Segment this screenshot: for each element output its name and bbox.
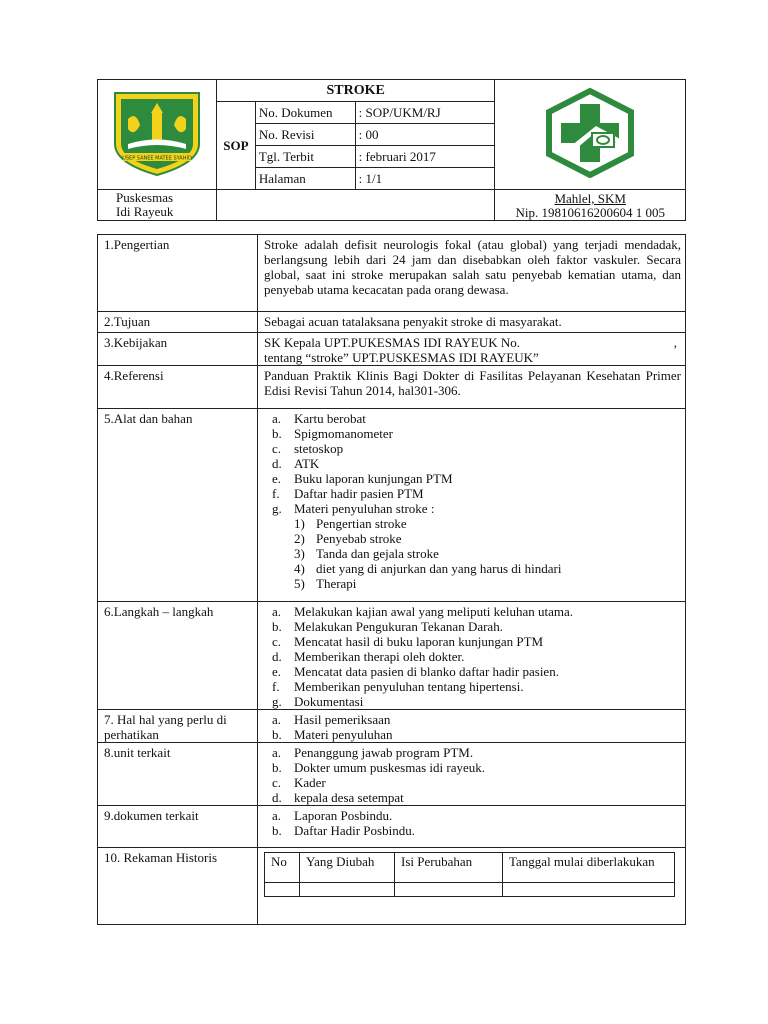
field-label-dokumen: No. Dokumen: [255, 102, 355, 124]
history-col-no: No: [265, 853, 300, 883]
row-dokumen: [98, 806, 686, 848]
history-col-yang-diubah: Yang Diubah: [300, 853, 395, 883]
row-kebijakan: [98, 333, 686, 366]
section-list-cell: [258, 806, 686, 848]
field-label-revisi: No. Revisi: [255, 124, 355, 146]
list-item: a. Kartu berobat: [272, 411, 366, 426]
section-list-cell: [258, 743, 686, 806]
section-label: 7. Hal hal yang perlu di perhatikan: [98, 710, 258, 743]
field-value-halaman: : 1/1: [355, 168, 495, 190]
logo-cell: [98, 80, 217, 190]
section-list-cell: [258, 409, 686, 602]
kebijakan-comma: ,: [673, 335, 677, 350]
signer-cell: [495, 190, 686, 221]
section-label: 6.Langkah – langkah: [98, 602, 258, 710]
list-item: b. Spigmomanometer: [272, 426, 393, 441]
section-label: 1.Pengertian: [98, 235, 258, 312]
sub-list-item: 2) Penyebab stroke: [294, 531, 402, 546]
section-text: Sebagai acuan tatalaksana penyakit stroke di masyarakat.: [258, 312, 686, 333]
row-rekaman: [98, 848, 686, 925]
history-empty-cell: [300, 883, 395, 897]
row-unit: [98, 743, 686, 806]
list-item: b. Dokter umum puskesmas idi rayeuk.: [272, 760, 485, 775]
procedure-table: [97, 234, 686, 925]
sub-list-item: 3) Tanda dan gejala stroke: [294, 546, 439, 561]
list-item: g. Dokumentasi: [272, 694, 364, 709]
field-value-terbit: : februari 2017: [355, 146, 495, 168]
list-item: e. Buku laporan kunjungan PTM: [272, 471, 453, 486]
sub-list-item: 1) Pengertian stroke: [294, 516, 407, 531]
section-label: 5.Alat dan bahan: [98, 409, 258, 602]
section-list-cell: [258, 710, 686, 743]
sop-label: SOP: [216, 102, 255, 190]
sub-list-item: 5) Therapi: [294, 576, 357, 591]
list-item: b. Daftar Hadir Posbindu.: [272, 823, 415, 838]
row-langkah: [98, 602, 686, 710]
history-col-isi-perubahan: Isi Perubahan: [395, 853, 503, 883]
list-item: c. stetoskop: [272, 441, 344, 456]
field-value-revisi: : 00: [355, 124, 495, 146]
section-label: 3.Kebijakan: [98, 333, 258, 366]
history-empty-cell: [395, 883, 503, 897]
section-label: 2.Tujuan: [98, 312, 258, 333]
section-list-cell: [258, 602, 686, 710]
field-value-dokumen: : SOP/UKM/RJ: [355, 102, 495, 124]
kebijakan-line2: tentang “stroke” UPT.PUSKESMAS IDI RAYEUK”: [264, 350, 539, 365]
row-referensi: [98, 366, 686, 409]
header-table: [97, 79, 686, 221]
section-text: Stroke adalah defisit neurologis fokal (atau global) yang terjadi mendadak, berlangsung lebih dari 24 jam dan disebabkan oleh faktor vaskuler. Secara global, saat ini stroke merupakan salah satu penyebab kematian utama, dan penyebab utama kecacatan pada orang dewasa.: [258, 235, 686, 312]
row-tujuan: [98, 312, 686, 333]
puskesmas-logo: [110, 89, 204, 177]
health-cross-icon: [540, 88, 640, 178]
row-pengertian: [98, 235, 686, 312]
list-item: a. Penanggung jawab program PTM.: [272, 745, 474, 760]
health-logo-cell: [495, 80, 686, 190]
history-empty-cell: [265, 883, 300, 897]
sub-list-item: 4) diet yang di anjurkan dan yang harus di hindari: [294, 561, 562, 576]
list-item: a. Laporan Posbindu.: [272, 808, 393, 823]
list-item: a. Hasil pemeriksaan: [272, 712, 391, 727]
rekaman-cell: [258, 848, 686, 925]
logo-banner-text: USEP SANEE MATEE SYAHID: [122, 155, 192, 161]
row-hal: [98, 710, 686, 743]
list-item: e. Mencatat data pasien di blanko daftar hadir pasien.: [272, 664, 559, 679]
document-title: STROKE: [216, 80, 494, 102]
section-label: 9.dokumen terkait: [98, 806, 258, 848]
organization-name: Puskesmas: [116, 190, 174, 205]
field-label-halaman: Halaman: [255, 168, 355, 190]
section-label: 8.unit terkait: [98, 743, 258, 806]
field-label-terbit: Tgl. Terbit: [255, 146, 355, 168]
organization-cell: [98, 190, 217, 221]
list-item: d. kepala desa setempat: [272, 790, 404, 805]
section-label: 4.Referensi: [98, 366, 258, 409]
list-item: a. Melakukan kajian awal yang meliputi keluhan utama.: [272, 604, 574, 619]
row-alat: [98, 409, 686, 602]
list-item: f. Memberikan penyuluhan tentang hipertensi.: [272, 679, 524, 694]
list-item: g. Materi penyuluhan stroke : 1) Pengertian stroke 2) Penyebab stroke 3) Tanda dan gejala stroke 4) diet yang di anjurkan dan yang harus di hindari 5) Therapi: [294, 501, 681, 591]
section-text: [258, 333, 686, 366]
list-item: f. Daftar hadir pasien PTM: [272, 486, 424, 501]
history-table: [264, 852, 675, 897]
history-empty-cell: [503, 883, 675, 897]
signer-name: Mahlel, SKM: [554, 191, 626, 206]
kebijakan-line1: SK Kepala UPT.PUKESMAS IDI RAYEUK No.: [264, 335, 521, 350]
history-col-tanggal: Tanggal mulai diberlakukan: [503, 853, 675, 883]
blank-cell: [216, 190, 494, 221]
list-item: c. Kader: [272, 775, 326, 790]
section-label: 10. Rekaman Historis: [98, 848, 258, 925]
signer-nip: Nip. 19810616200604 1 005: [515, 205, 665, 220]
organization-location: Idi Rayeuk: [116, 204, 174, 219]
list-item: d. Memberikan therapi oleh dokter.: [272, 649, 465, 664]
list-item: b. Materi penyuluhan: [272, 727, 393, 742]
list-item: b. Melakukan Pengukuran Tekanan Darah.: [272, 619, 503, 634]
list-item: c. Mencatat hasil di buku laporan kunjungan PTM: [272, 634, 544, 649]
section-text: Panduan Praktik Klinis Bagi Dokter di Fasilitas Pelayanan Kesehatan Primer Edisi Revisi Tahun 2014, hal301-306.: [258, 366, 686, 409]
list-item: d. ATK: [272, 456, 320, 471]
